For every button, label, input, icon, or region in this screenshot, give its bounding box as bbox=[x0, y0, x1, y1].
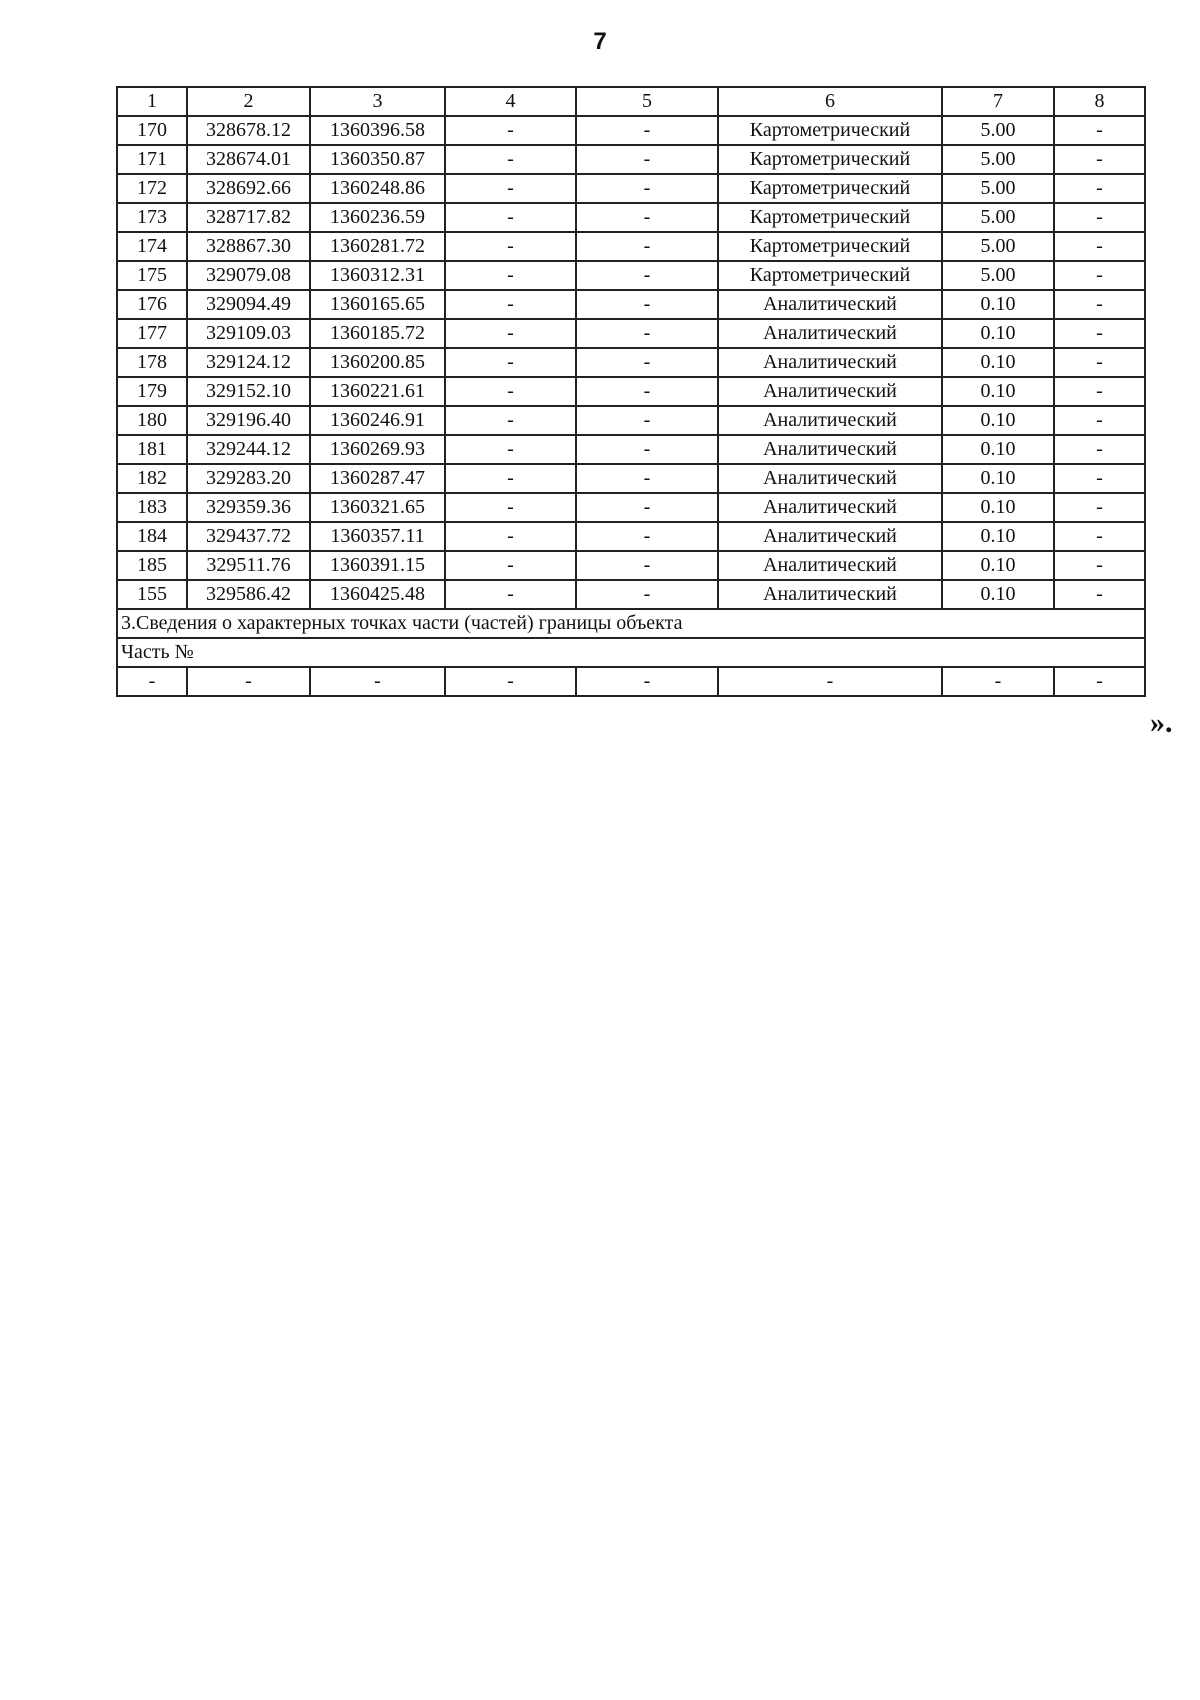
table-row bbox=[117, 348, 1145, 377]
table-cell-col-5: - bbox=[576, 232, 718, 261]
table-cell-col-2: 329152.10 bbox=[187, 377, 310, 406]
table-cell-col-6: Аналитический bbox=[718, 493, 942, 522]
table-cell-col-3: 1360200.85 bbox=[310, 348, 445, 377]
table-cell-col-2: 329244.12 bbox=[187, 435, 310, 464]
table-cell-col-8: - bbox=[1054, 145, 1145, 174]
table-cell-col-3: 1360425.48 bbox=[310, 580, 445, 609]
table-row bbox=[117, 174, 1145, 203]
table-cell-col-1: 175 bbox=[117, 261, 187, 290]
table-cell-col-6: Картометрический bbox=[718, 261, 942, 290]
table-cell-col-8: - bbox=[1054, 406, 1145, 435]
header-cell-2: 2 bbox=[187, 87, 310, 116]
table-header bbox=[117, 87, 1145, 116]
table-cell-col-3: 1360185.72 bbox=[310, 319, 445, 348]
table-cell-col-8: - bbox=[1054, 116, 1145, 145]
table-cell-col-8: - bbox=[1054, 290, 1145, 319]
table-cell-col-5: - bbox=[576, 522, 718, 551]
parts-body bbox=[117, 667, 1145, 696]
table-cell-col-5: - bbox=[576, 319, 718, 348]
table-cell-col-7: 0.10 bbox=[942, 348, 1054, 377]
table-cell-col-4: - bbox=[445, 348, 576, 377]
table-cell-col-8: - bbox=[1054, 261, 1145, 290]
table-cell-col-4: - bbox=[445, 464, 576, 493]
table-cell-col-8: - bbox=[1054, 203, 1145, 232]
table-row bbox=[117, 406, 1145, 435]
header-cell-1: 1 bbox=[117, 87, 187, 116]
table-cell-col-7: 0.10 bbox=[942, 290, 1054, 319]
header-cell-4: 4 bbox=[445, 87, 576, 116]
table-cell-col-8: - bbox=[1054, 348, 1145, 377]
table-cell-col-3: 1360248.86 bbox=[310, 174, 445, 203]
part-cell-col-5: - bbox=[576, 667, 718, 696]
table-row bbox=[117, 580, 1145, 609]
part-cell-col-2: - bbox=[187, 667, 310, 696]
table-row bbox=[117, 319, 1145, 348]
table-cell-col-1: 173 bbox=[117, 203, 187, 232]
table-cell-col-6: Аналитический bbox=[718, 348, 942, 377]
table-cell-col-3: 1360321.65 bbox=[310, 493, 445, 522]
table-cell-col-7: 0.10 bbox=[942, 580, 1054, 609]
table-cell-col-4: - bbox=[445, 290, 576, 319]
table-cell-col-8: - bbox=[1054, 319, 1145, 348]
table-cell-col-4: - bbox=[445, 116, 576, 145]
table-row bbox=[117, 377, 1145, 406]
table-cell-col-3: 1360236.59 bbox=[310, 203, 445, 232]
table-cell-col-3: 1360391.15 bbox=[310, 551, 445, 580]
table-cell-col-5: - bbox=[576, 290, 718, 319]
table-cell-col-2: 328692.66 bbox=[187, 174, 310, 203]
section-title-row bbox=[117, 609, 1145, 638]
table-cell-col-5: - bbox=[576, 145, 718, 174]
table-cell-col-2: 329124.12 bbox=[187, 348, 310, 377]
table-cell-col-4: - bbox=[445, 174, 576, 203]
table-cell-col-7: 0.10 bbox=[942, 435, 1054, 464]
table-cell-col-5: - bbox=[576, 580, 718, 609]
table-cell-col-6: Картометрический bbox=[718, 203, 942, 232]
table-cell-col-1: 171 bbox=[117, 145, 187, 174]
table-cell-col-7: 0.10 bbox=[942, 522, 1054, 551]
table-cell-col-2: 329283.20 bbox=[187, 464, 310, 493]
table-cell-col-7: 5.00 bbox=[942, 116, 1054, 145]
table-cell-col-3: 1360281.72 bbox=[310, 232, 445, 261]
table-row bbox=[117, 493, 1145, 522]
table-cell-col-7: 0.10 bbox=[942, 406, 1054, 435]
table-row bbox=[117, 464, 1145, 493]
table-cell-col-2: 328717.82 bbox=[187, 203, 310, 232]
table-row bbox=[117, 203, 1145, 232]
table-row bbox=[117, 232, 1145, 261]
table-cell-col-7: 0.10 bbox=[942, 493, 1054, 522]
table-cell-col-8: - bbox=[1054, 551, 1145, 580]
part-cell-col-8: - bbox=[1054, 667, 1145, 696]
table-cell-col-5: - bbox=[576, 493, 718, 522]
table-row bbox=[117, 145, 1145, 174]
table-cell-col-7: 0.10 bbox=[942, 551, 1054, 580]
section-title: 3.Сведения о характерных точках части (частей) границы объекта bbox=[117, 609, 1145, 638]
table-cell-col-4: - bbox=[445, 232, 576, 261]
table-cell-col-6: Аналитический bbox=[718, 522, 942, 551]
table-cell-col-2: 328674.01 bbox=[187, 145, 310, 174]
table-cell-col-7: 0.10 bbox=[942, 464, 1054, 493]
table-cell-col-4: - bbox=[445, 319, 576, 348]
table-cell-col-4: - bbox=[445, 377, 576, 406]
table-cell-col-7: 5.00 bbox=[942, 145, 1054, 174]
closing-quote-mark: ». bbox=[1150, 706, 1173, 739]
header-row bbox=[117, 87, 1145, 116]
header-cell-6: 6 bbox=[718, 87, 942, 116]
table-cell-col-3: 1360312.31 bbox=[310, 261, 445, 290]
table-cell-col-8: - bbox=[1054, 580, 1145, 609]
parts-section bbox=[117, 609, 1145, 667]
table-row bbox=[117, 435, 1145, 464]
table-cell-col-6: Аналитический bbox=[718, 435, 942, 464]
page-number: 7 bbox=[593, 28, 607, 55]
table-cell-col-8: - bbox=[1054, 435, 1145, 464]
table-cell-col-4: - bbox=[445, 261, 576, 290]
header-cell-3: 3 bbox=[310, 87, 445, 116]
table-cell-col-1: 172 bbox=[117, 174, 187, 203]
table-cell-col-7: 5.00 bbox=[942, 203, 1054, 232]
table-cell-col-8: - bbox=[1054, 174, 1145, 203]
table-cell-col-2: 328867.30 bbox=[187, 232, 310, 261]
table-cell-col-1: 185 bbox=[117, 551, 187, 580]
table-cell-col-2: 328678.12 bbox=[187, 116, 310, 145]
table-cell-col-2: 329437.72 bbox=[187, 522, 310, 551]
table-cell-col-4: - bbox=[445, 203, 576, 232]
table-cell-col-4: - bbox=[445, 522, 576, 551]
table-cell-col-2: 329109.03 bbox=[187, 319, 310, 348]
table-cell-col-6: Картометрический bbox=[718, 232, 942, 261]
part-cell-col-4: - bbox=[445, 667, 576, 696]
table-cell-col-3: 1360350.87 bbox=[310, 145, 445, 174]
table-cell-col-8: - bbox=[1054, 377, 1145, 406]
part-label: Часть № bbox=[117, 638, 1145, 667]
table-cell-col-1: 179 bbox=[117, 377, 187, 406]
table-cell-col-2: 329586.42 bbox=[187, 580, 310, 609]
table-cell-col-2: 329094.49 bbox=[187, 290, 310, 319]
table-cell-col-3: 1360246.91 bbox=[310, 406, 445, 435]
table-cell-col-4: - bbox=[445, 580, 576, 609]
table-body bbox=[117, 116, 1145, 609]
table-cell-col-2: 329511.76 bbox=[187, 551, 310, 580]
table-cell-col-2: 329079.08 bbox=[187, 261, 310, 290]
table-cell-col-6: Картометрический bbox=[718, 116, 942, 145]
table-cell-col-6: Аналитический bbox=[718, 377, 942, 406]
table-cell-col-2: 329196.40 bbox=[187, 406, 310, 435]
part-cell-col-6: - bbox=[718, 667, 942, 696]
table-row bbox=[117, 116, 1145, 145]
table-cell-col-5: - bbox=[576, 377, 718, 406]
table-cell-col-3: 1360269.93 bbox=[310, 435, 445, 464]
table-cell-col-8: - bbox=[1054, 522, 1145, 551]
table-cell-col-6: Аналитический bbox=[718, 319, 942, 348]
table-cell-col-5: - bbox=[576, 464, 718, 493]
part-cell-col-1: - bbox=[117, 667, 187, 696]
table-cell-col-6: Аналитический bbox=[718, 551, 942, 580]
table-cell-col-7: 5.00 bbox=[942, 174, 1054, 203]
table-cell-col-1: 174 bbox=[117, 232, 187, 261]
table-cell-col-1: 176 bbox=[117, 290, 187, 319]
table-cell-col-5: - bbox=[576, 261, 718, 290]
table-cell-col-5: - bbox=[576, 435, 718, 464]
table-cell-col-4: - bbox=[445, 435, 576, 464]
table-cell-col-3: 1360396.58 bbox=[310, 116, 445, 145]
table-cell-col-4: - bbox=[445, 406, 576, 435]
table-cell-col-6: Аналитический bbox=[718, 464, 942, 493]
table-cell-col-5: - bbox=[576, 551, 718, 580]
table-cell-col-2: 329359.36 bbox=[187, 493, 310, 522]
header-cell-7: 7 bbox=[942, 87, 1054, 116]
table-cell-col-4: - bbox=[445, 145, 576, 174]
table-cell-col-4: - bbox=[445, 551, 576, 580]
table-cell-col-5: - bbox=[576, 174, 718, 203]
table-cell-col-1: 180 bbox=[117, 406, 187, 435]
table-cell-col-3: 1360287.47 bbox=[310, 464, 445, 493]
table-cell-col-1: 155 bbox=[117, 580, 187, 609]
table-cell-col-1: 182 bbox=[117, 464, 187, 493]
table-row bbox=[117, 261, 1145, 290]
table-row bbox=[117, 522, 1145, 551]
table-cell-col-1: 183 bbox=[117, 493, 187, 522]
table-cell-col-7: 5.00 bbox=[942, 261, 1054, 290]
table-cell-col-8: - bbox=[1054, 232, 1145, 261]
part-label-row bbox=[117, 638, 1145, 667]
table-cell-col-5: - bbox=[576, 406, 718, 435]
part-cell-col-7: - bbox=[942, 667, 1054, 696]
table-cell-col-3: 1360165.65 bbox=[310, 290, 445, 319]
part-row bbox=[117, 667, 1145, 696]
table-cell-col-8: - bbox=[1054, 464, 1145, 493]
table-cell-col-1: 184 bbox=[117, 522, 187, 551]
header-cell-8: 8 bbox=[1054, 87, 1145, 116]
table-cell-col-1: 178 bbox=[117, 348, 187, 377]
table-cell-col-6: Картометрический bbox=[718, 145, 942, 174]
part-cell-col-3: - bbox=[310, 667, 445, 696]
table-cell-col-6: Аналитический bbox=[718, 290, 942, 319]
table-cell-col-6: Аналитический bbox=[718, 406, 942, 435]
table-cell-col-7: 0.10 bbox=[942, 377, 1054, 406]
table-cell-col-5: - bbox=[576, 348, 718, 377]
table-cell-col-5: - bbox=[576, 203, 718, 232]
table-cell-col-3: 1360221.61 bbox=[310, 377, 445, 406]
boundary-points-table bbox=[116, 86, 1146, 697]
table-cell-col-7: 5.00 bbox=[942, 232, 1054, 261]
table-cell-col-8: - bbox=[1054, 493, 1145, 522]
header-cell-5: 5 bbox=[576, 87, 718, 116]
table-cell-col-1: 170 bbox=[117, 116, 187, 145]
table-cell-col-7: 0.10 bbox=[942, 319, 1054, 348]
table-cell-col-4: - bbox=[445, 493, 576, 522]
table-cell-col-1: 177 bbox=[117, 319, 187, 348]
table-cell-col-1: 181 bbox=[117, 435, 187, 464]
table-cell-col-6: Аналитический bbox=[718, 580, 942, 609]
table-row bbox=[117, 290, 1145, 319]
table-cell-col-3: 1360357.11 bbox=[310, 522, 445, 551]
table-cell-col-6: Картометрический bbox=[718, 174, 942, 203]
table-row bbox=[117, 551, 1145, 580]
table-cell-col-5: - bbox=[576, 116, 718, 145]
